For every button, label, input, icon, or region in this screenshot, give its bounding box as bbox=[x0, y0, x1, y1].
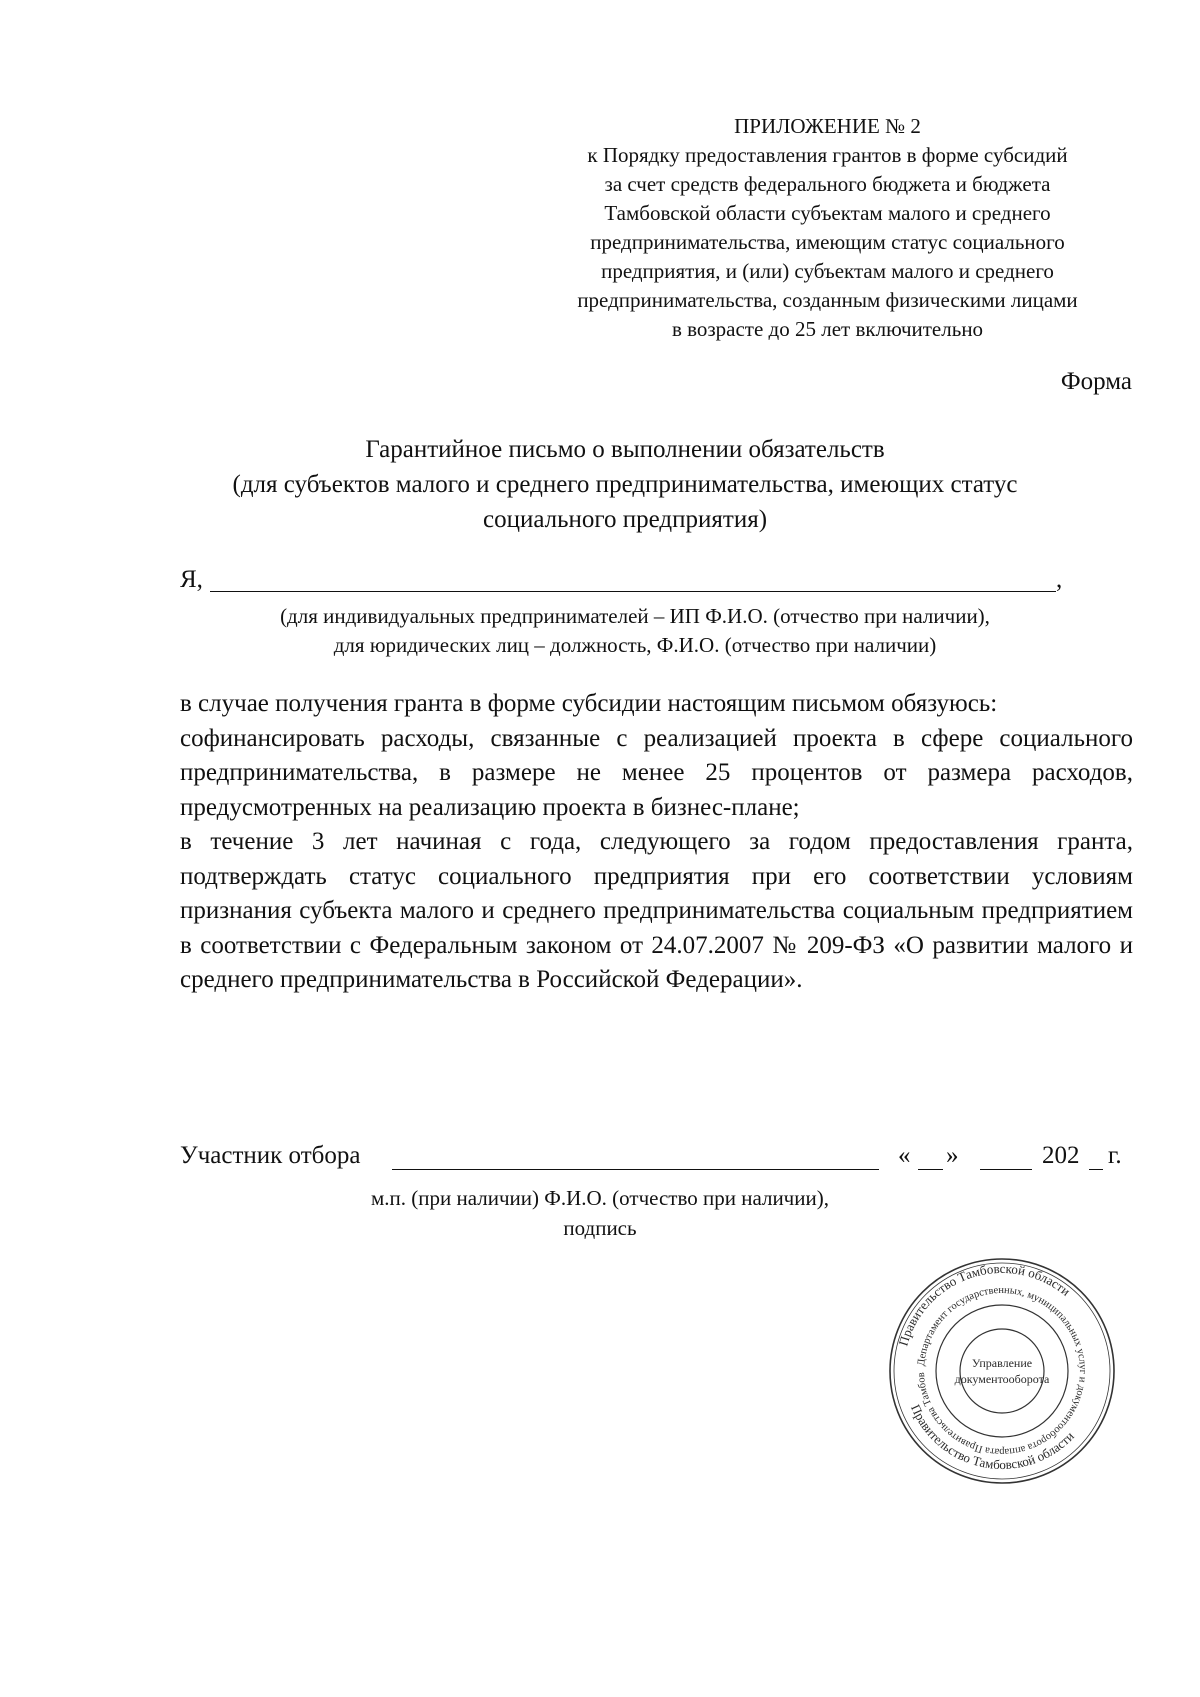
stamp-outer-text: Правительство Тамбовской области bbox=[895, 1260, 1074, 1348]
stamp-inner-text: Департамент государственных, муниципальных услуг и документооборота аппарата Правительства Тамбов bbox=[915, 1284, 1089, 1458]
declarant-hint bbox=[200, 602, 1070, 660]
declarant-comma: , bbox=[1056, 566, 1063, 593]
signature-hint-line: м.п. (при наличии) Ф.И.О. (отчество при наличии), bbox=[371, 1186, 829, 1210]
obligation-cofinancing: софинансировать расходы, связанные с реализацией проекта в сфере социального предпринимательства, в размере не менее 25 процентов от размера расходов, предусмотренных на реализацию проекта в бизнес-плане; bbox=[180, 724, 1133, 821]
body-intro: в случае получения гранта в форме субсидии настоящим письмом обязуюсь: bbox=[180, 690, 998, 717]
declarant-row bbox=[180, 564, 1080, 598]
appendix-header bbox=[535, 112, 1120, 344]
stamp-center-line-1: Управление bbox=[971, 1356, 1033, 1370]
appendix-title: ПРИЛОЖЕНИЕ № 2 bbox=[734, 114, 921, 138]
date-quote-close: » bbox=[946, 1142, 959, 1169]
title-line: (для субъектов малого и среднего предпринимательства, имеющих статус bbox=[232, 471, 1018, 498]
signature-hint-line: подпись bbox=[563, 1216, 637, 1240]
appendix-line: за счет средств федерального бюджета и бюджета bbox=[604, 172, 1051, 196]
title-line: социального предприятия) bbox=[482, 506, 768, 533]
date-year-suffix: г. bbox=[1108, 1142, 1122, 1169]
date-day-field[interactable] bbox=[918, 1169, 943, 1170]
appendix-line: Тамбовской области субъектам малого и среднего bbox=[604, 201, 1051, 225]
date-month-field[interactable] bbox=[980, 1169, 1032, 1170]
signature-hint bbox=[320, 1183, 880, 1243]
stamp-graphic bbox=[886, 1255, 1118, 1487]
date-quote-open: « bbox=[898, 1142, 911, 1169]
appendix-line: предприятия, и (или) субъектам малого и среднего bbox=[601, 259, 1054, 283]
letter-body bbox=[180, 687, 1133, 998]
form-label: Форма bbox=[1060, 368, 1132, 395]
declarant-hint-line: (для индивидуальных предпринимателей – ИП Ф.И.О. (отчество при наличии), bbox=[280, 604, 990, 628]
declarant-label: Я, bbox=[180, 566, 203, 593]
declarant-hint-line: для юридических лиц – должность, Ф.И.О. (отчество при наличии) bbox=[333, 633, 937, 657]
date-year-prefix: 202 bbox=[1042, 1142, 1080, 1169]
appendix-line: предпринимательства, имеющим статус социального bbox=[590, 230, 1065, 254]
signature-label: Участник отбора bbox=[180, 1142, 361, 1169]
date-year-field[interactable] bbox=[1089, 1169, 1103, 1170]
stamp-center-line-2: документооборота bbox=[954, 1372, 1050, 1386]
declarant-name-field[interactable] bbox=[210, 591, 1056, 592]
stamp-middle-ring bbox=[936, 1305, 1068, 1437]
signature-field[interactable] bbox=[392, 1169, 879, 1170]
title-line: Гарантийное письмо о выполнении обязательств bbox=[365, 436, 885, 463]
stamp-inner-ring bbox=[960, 1329, 1044, 1413]
appendix-line: к Порядку предоставления грантов в форме субсидий bbox=[587, 143, 1068, 167]
signature-row bbox=[180, 1142, 1130, 1182]
appendix-line: в возрасте до 25 лет включительно bbox=[671, 317, 984, 341]
official-stamp bbox=[886, 1255, 1118, 1487]
appendix-line: предпринимательства, созданным физическими лицами bbox=[577, 288, 1078, 312]
stamp-outer-bottom-text: Правительство Тамбовской области bbox=[908, 1402, 1077, 1472]
document-title bbox=[160, 432, 1090, 537]
obligation-status: в течение 3 лет начиная с года, следующего за годом предоставления гранта, подтверждать статус социального предприятия при его соответствии условиям признания субъекта малого и среднего предпринимательства социальным предприятием в соответствии с Федеральным законом от 24.07.2007 № 209-ФЗ «О развитии малого и среднего предпринимательства в Российской Федерации». bbox=[180, 828, 1133, 993]
